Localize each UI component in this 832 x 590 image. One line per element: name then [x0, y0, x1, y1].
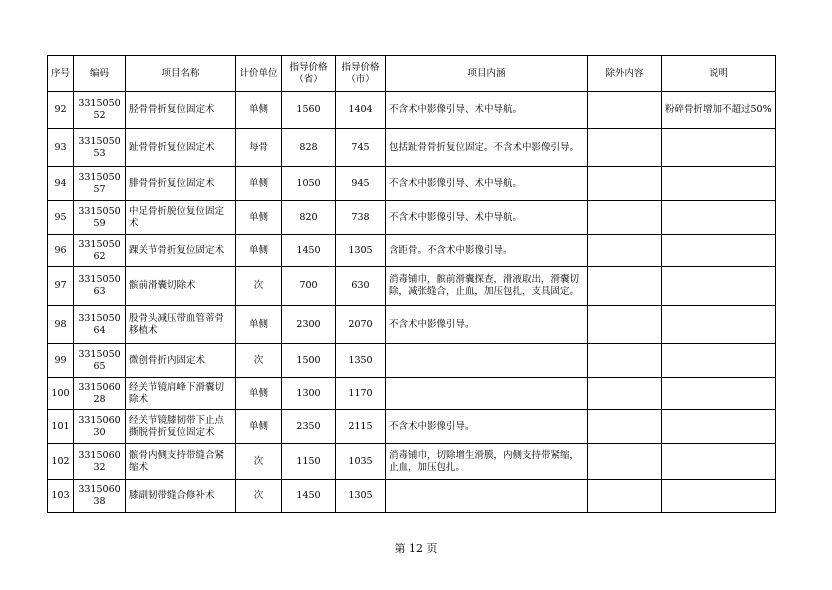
cell-note: [662, 444, 776, 480]
cell-content: [386, 480, 588, 513]
cell-code: 331506028: [74, 378, 126, 410]
cell-price-city: 1350: [336, 344, 386, 378]
cell-code: 331505052: [74, 92, 126, 129]
cell-price-city: 1404: [336, 92, 386, 129]
cell-code: 331506038: [74, 480, 126, 513]
cell-note: [662, 480, 776, 513]
cell-excluded: [588, 92, 662, 129]
cell-price-city: 738: [336, 201, 386, 235]
header-price-city: 指导价格（市）: [336, 56, 386, 92]
cell-excluded: [588, 129, 662, 167]
cell-content: 不含术中影像引导。: [386, 306, 588, 344]
table-row: [48, 344, 776, 378]
cell-unit: 单侧: [236, 410, 282, 444]
cell-note: [662, 235, 776, 267]
cell-code: 331505059: [74, 201, 126, 235]
cell-code: 331505053: [74, 129, 126, 167]
cell-name: 股骨头减压带血管蒂骨移植术: [126, 306, 236, 344]
cell-seq: 99: [48, 344, 74, 378]
cell-code: 331506030: [74, 410, 126, 444]
cell-name: 胫骨骨折复位固定术: [126, 92, 236, 129]
cell-note: [662, 344, 776, 378]
table-row: [48, 235, 776, 267]
cell-price-prov: 2300: [282, 306, 336, 344]
cell-code: 331505065: [74, 344, 126, 378]
cell-unit: 单侧: [236, 378, 282, 410]
cell-excluded: [588, 167, 662, 201]
header-seq: 序号: [48, 56, 74, 92]
cell-excluded: [588, 267, 662, 306]
cell-name: 膝副韧带缝合修补术: [126, 480, 236, 513]
cell-code: 331505057: [74, 167, 126, 201]
cell-unit: 每骨: [236, 129, 282, 167]
cell-price-city: 945: [336, 167, 386, 201]
cell-name: 微创骨折内固定术: [126, 344, 236, 378]
cell-note: [662, 129, 776, 167]
cell-seq: 103: [48, 480, 74, 513]
price-table: [47, 55, 776, 513]
header-note: 说明: [662, 56, 776, 92]
cell-name: 腓骨骨折复位固定术: [126, 167, 236, 201]
cell-name: 经关节镜肩峰下滑囊切除术: [126, 378, 236, 410]
cell-price-city: 2070: [336, 306, 386, 344]
cell-unit: 单侧: [236, 235, 282, 267]
header-excluded: 除外内容: [588, 56, 662, 92]
cell-unit: 单侧: [236, 201, 282, 235]
cell-price-prov: 1050: [282, 167, 336, 201]
cell-note: [662, 167, 776, 201]
cell-price-prov: 828: [282, 129, 336, 167]
cell-seq: 102: [48, 444, 74, 480]
cell-note: 粉碎骨折增加不超过50%: [662, 92, 776, 129]
cell-code: 331505064: [74, 306, 126, 344]
cell-price-city: 2115: [336, 410, 386, 444]
cell-price-city: 630: [336, 267, 386, 306]
cell-excluded: [588, 410, 662, 444]
table-row: [48, 306, 776, 344]
cell-code: 331506032: [74, 444, 126, 480]
table-row: [48, 410, 776, 444]
cell-content: 消毒铺巾，切除增生滑膜，内侧支持带紧缩，止血，加压包扎。: [386, 444, 588, 480]
cell-price-city: 1305: [336, 235, 386, 267]
cell-unit: 次: [236, 344, 282, 378]
table-row: [48, 378, 776, 410]
cell-seq: 97: [48, 267, 74, 306]
cell-excluded: [588, 235, 662, 267]
cell-excluded: [588, 480, 662, 513]
header-unit: 计价单位: [236, 56, 282, 92]
cell-code: 331505063: [74, 267, 126, 306]
cell-price-prov: 1150: [282, 444, 336, 480]
cell-excluded: [588, 201, 662, 235]
cell-content: 不含术中影像引导、术中导航。: [386, 167, 588, 201]
cell-unit: 单侧: [236, 167, 282, 201]
cell-note: [662, 201, 776, 235]
cell-price-city: 1035: [336, 444, 386, 480]
table-row: [48, 92, 776, 129]
cell-seq: 95: [48, 201, 74, 235]
table-row: [48, 444, 776, 480]
cell-seq: 93: [48, 129, 74, 167]
page-number: 第 12 页: [394, 542, 438, 555]
cell-note: [662, 410, 776, 444]
cell-price-prov: 1560: [282, 92, 336, 129]
cell-note: [662, 267, 776, 306]
cell-name: 髌前滑囊切除术: [126, 267, 236, 306]
cell-content: 不含术中影像引导、术中导航。: [386, 201, 588, 235]
table-row: [48, 129, 776, 167]
cell-excluded: [588, 344, 662, 378]
cell-price-city: 1170: [336, 378, 386, 410]
header-code: 编码: [74, 56, 126, 92]
cell-name: 趾骨骨折复位固定术: [126, 129, 236, 167]
table-row: [48, 167, 776, 201]
cell-content: [386, 344, 588, 378]
header-price-prov: 指导价格（省）: [282, 56, 336, 92]
cell-name: 髌骨内侧支持带缝合紧缩术: [126, 444, 236, 480]
cell-name: 经关节镜膝韧带下止点撕脱骨折复位固定术: [126, 410, 236, 444]
cell-code: 331505062: [74, 235, 126, 267]
cell-price-prov: 1450: [282, 235, 336, 267]
cell-content: 不含术中影像引导。: [386, 410, 588, 444]
cell-content: 不含术中影像引导、术中导航。: [386, 92, 588, 129]
cell-unit: 单侧: [236, 92, 282, 129]
cell-seq: 94: [48, 167, 74, 201]
cell-price-prov: 1300: [282, 378, 336, 410]
table-header-row: [48, 56, 776, 92]
cell-price-prov: 1500: [282, 344, 336, 378]
cell-price-prov: 700: [282, 267, 336, 306]
cell-content: [386, 378, 588, 410]
cell-excluded: [588, 378, 662, 410]
cell-price-prov: 820: [282, 201, 336, 235]
cell-content: 包括趾骨骨折复位固定。不含术中影像引导。: [386, 129, 588, 167]
cell-note: [662, 306, 776, 344]
table-row: [48, 267, 776, 306]
cell-name: 中足骨折脱位复位固定术: [126, 201, 236, 235]
cell-content: 含距骨。不含术中影像引导。: [386, 235, 588, 267]
table-row: [48, 201, 776, 235]
cell-content: 消毒铺巾，髌前滑囊探查，滑液取出，滑囊切除，减张缝合，止血，加压包扎，支具固定。: [386, 267, 588, 306]
cell-price-city: 745: [336, 129, 386, 167]
cell-unit: 单侧: [236, 306, 282, 344]
cell-note: [662, 378, 776, 410]
header-content: 项目内涵: [386, 56, 588, 92]
header-name: 项目名称: [126, 56, 236, 92]
cell-excluded: [588, 306, 662, 344]
cell-seq: 101: [48, 410, 74, 444]
cell-seq: 96: [48, 235, 74, 267]
cell-seq: 100: [48, 378, 74, 410]
cell-unit: 次: [236, 444, 282, 480]
table-row: [48, 480, 776, 513]
cell-excluded: [588, 444, 662, 480]
cell-unit: 次: [236, 267, 282, 306]
cell-seq: 92: [48, 92, 74, 129]
cell-price-city: 1305: [336, 480, 386, 513]
cell-unit: 次: [236, 480, 282, 513]
cell-name: 踝关节骨折复位固定术: [126, 235, 236, 267]
cell-price-prov: 1450: [282, 480, 336, 513]
cell-price-prov: 2350: [282, 410, 336, 444]
cell-seq: 98: [48, 306, 74, 344]
